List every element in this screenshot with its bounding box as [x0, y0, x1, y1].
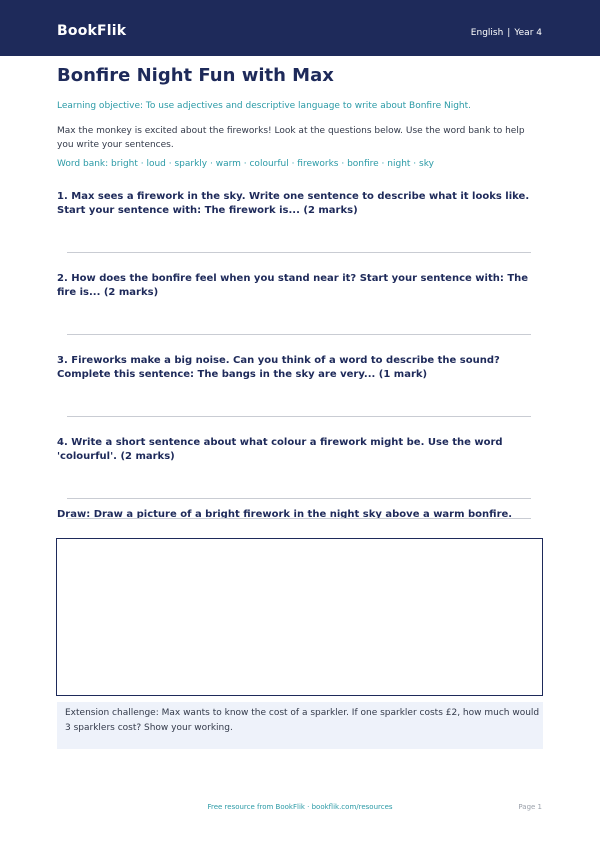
header-separator: | [507, 28, 511, 38]
question-3: 3. Fireworks make a big noise. Can you think of a word to describe the sound? Complete this sentence: The bangs in the sky are very... (1 mark) [57, 355, 500, 380]
header-bar [0, 0, 600, 56]
answer-line-2[interactable] [67, 334, 531, 335]
footer-resource-link[interactable]: Free resource from BookFlik · bookflik.com/resources [207, 803, 393, 811]
question-4: 4. Write a short sentence about what colour a firework might be. Use the word 'colourful'. (2 marks) [57, 437, 503, 462]
word-bank: Word bank: bright · loud · sparkly · warm · colourful · fireworks · bonfire · night · sky [57, 159, 434, 169]
answer-line-1[interactable] [67, 252, 531, 253]
intro-text: Max the monkey is excited about the fireworks! Look at the questions below. Use the word bank to help you write your sentences. [57, 126, 525, 150]
page-number: Page 1 [518, 803, 542, 811]
learning-objective: Learning objective: To use adjectives and descriptive language to write about Bonfire Night. [57, 101, 472, 111]
extension-text: Extension challenge: Max wants to know the cost of a sparkler. If one sparkler costs £2, how much would 3 sparklers cost? Show your working. [65, 708, 540, 733]
draw-prompt: Draw: Draw a picture of a bright firework in the night sky above a warm bonfire. [57, 509, 513, 520]
brand-logo-text[interactable]: BookFlik [57, 23, 127, 39]
draw-prompt-underline [67, 518, 531, 519]
year-label: Year 4 [514, 28, 542, 38]
extension-challenge [57, 702, 543, 749]
subject-label: English [470, 28, 504, 38]
drawing-box[interactable] [56, 538, 543, 696]
question-1: 1. Max sees a firework in the sky. Write one sentence to describe what it looks like. Start your sentence with: The firework is... (2 marks) [57, 191, 530, 216]
answer-line-4[interactable] [67, 498, 531, 499]
header-meta [471, 28, 542, 38]
question-2: 2. How does the bonfire feel when you stand near it? Start your sentence with: The fire is... (2 marks) [57, 273, 529, 298]
page-title: Bonfire Night Fun with Max [57, 65, 334, 86]
answer-line-3[interactable] [67, 416, 531, 417]
